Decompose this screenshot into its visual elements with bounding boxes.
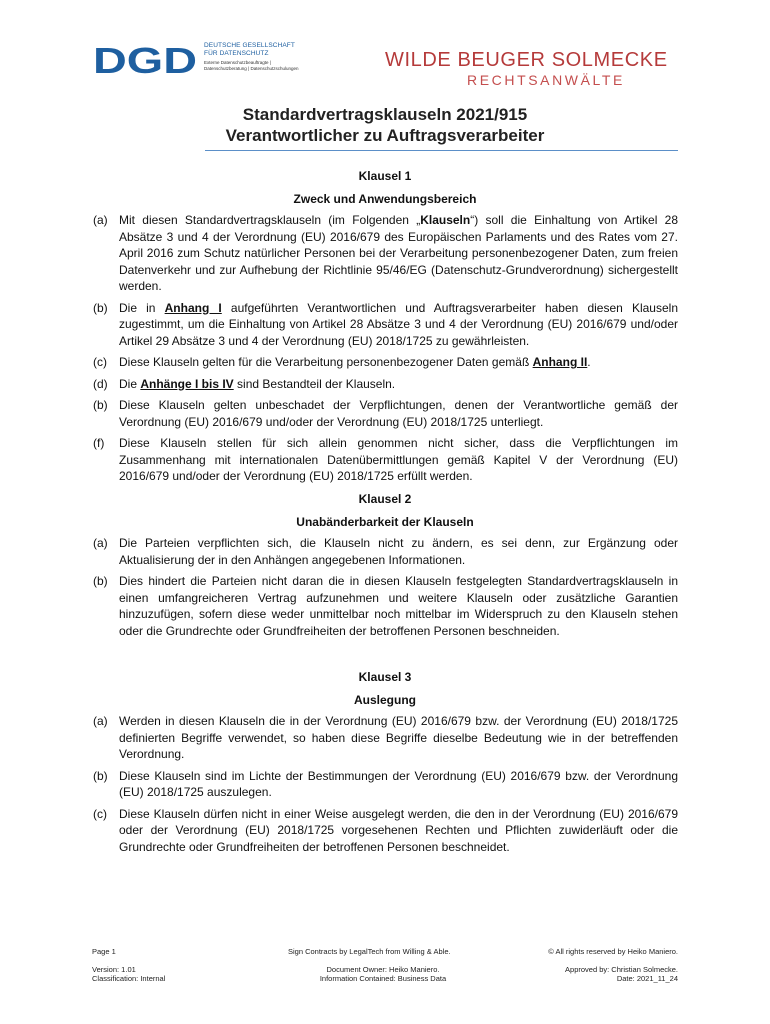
text-run: “) soll die Einhaltung von Artikel 28 Absätze 3 und 4 der Verordnung (EU) 2016/679 des Europäischen Parlaments und des Rates vom 27. April 2016 zum Schutz natürlicher Personen bei der Verarbeitung personenbezogener Daten, zum freien Datenverkehr und zur Aufhebung der Richtlinie 95/46/EG (Datenschutz-Grundverordnung) sichergestellt werden.: [119, 213, 678, 293]
annex-reference: Anhang I: [164, 300, 222, 315]
dgd-logo: [93, 42, 299, 86]
clause-1: [0, 168, 770, 485]
dgd-logo-text: [204, 42, 299, 72]
clause-items: [0, 535, 770, 639]
dgd-sub2: Datenschutzberatung | Datenschutzschulungen: [204, 66, 299, 71]
item-text: [119, 435, 678, 485]
footer-owner: Document Owner: Heiko Maniero.: [326, 965, 440, 974]
clause-item: [0, 573, 770, 639]
item-text: [119, 354, 678, 371]
dgd-line1: DEUTSCHE GESELLSCHAFT: [204, 42, 295, 49]
item-label: (b): [93, 574, 108, 588]
annex-reference: Anhang II: [532, 355, 588, 369]
item-label: (f): [93, 436, 105, 450]
clause-number: Klausel 1: [358, 169, 412, 183]
text-run: Die in: [119, 300, 165, 315]
item-text: [119, 397, 678, 430]
annex-reference: Anhänge I bis IV: [140, 376, 234, 391]
clause-heading: Unabänderbarkeit der Klauseln: [296, 515, 474, 529]
clause-heading: Auslegung: [354, 693, 416, 707]
clause-item: [0, 806, 770, 856]
item-text: [119, 535, 678, 568]
item-text: [119, 376, 678, 393]
dgd-logo-letters: DGD: [93, 44, 197, 76]
title-divider: [205, 150, 678, 151]
item-label: (b): [93, 398, 108, 412]
text-run: Die Parteien verpflichten sich, die Klauseln nicht zu ändern, es sei denn, zur Ergänzung oder Aktualisierung der in den Anhängen angegebenen Informationen.: [119, 536, 678, 567]
item-text: [119, 573, 678, 639]
document-title-line2: Verantwortlicher zu Auftragsverarbeiter: [225, 126, 545, 145]
text-run: aufgeführten Verantwortlichen und Auftragsverarbeiter haben diesen Klauseln zugestimmt, um die Einhaltung von Artikel 28 Absätze 3 und 4 der Verordnung (EU) 2016/679 und/oder Artikel 29 Absätze 3 und 4 der Verordnung (EU) 2018/1725 zu gewährleisten.: [119, 300, 678, 348]
text-run: .: [587, 355, 591, 369]
clause-number: Klausel 3: [358, 670, 412, 684]
dgd-logo-mark: [93, 44, 199, 76]
document-title-line1: Standardvertragsklauseln 2021/915: [242, 105, 528, 124]
clause-item: [0, 713, 770, 763]
text-run: Dies hindert die Parteien nicht daran die in diesen Klauseln festgelegten Standardvertragsklauseln in einen umfangreicheren Vertrag aufzunehmen und weitere Klauseln oder zusätzliche Garantien hinzuzufügen, sofern diese weder unmittelbar noch mittelbar im Widerspruch zu den Klauseln stehen oder die Grundrechte oder Grundfreiheiten der betroffenen Personen beschneiden.: [119, 574, 678, 638]
text-run: sind Bestandteil der Klauseln.: [233, 376, 396, 391]
item-label: (b): [93, 768, 108, 783]
footer-info: Information Contained: Business Data: [319, 974, 447, 983]
item-label: (c): [93, 806, 107, 821]
footer-page: Page 1: [92, 947, 116, 956]
text-run: Mit diesen Standardvertragsklauseln (im Folgenden „: [119, 213, 421, 227]
clause-3: [0, 669, 770, 855]
dgd-sub1: Externe Datenschutzbeauftragte |: [204, 60, 271, 65]
text-run: Werden in diesen Klauseln die in der Verordnung (EU) 2016/679 bzw. der Verordnung (EU) 2018/1725 definierten Begriffe verwendet, so haben diese Begriffe dieselbe Bedeutung wie in der betreffenden Verordnung.: [119, 714, 678, 761]
footer-version: Version: 1.01: [92, 965, 136, 974]
item-text: [119, 768, 678, 801]
item-text: [119, 212, 678, 295]
item-label: (a): [93, 714, 108, 728]
footer-sign: Sign Contracts by LegalTech from Willing & Able.: [288, 947, 451, 956]
clause-items: [0, 713, 770, 855]
dgd-line2: FÜR DATENSCHUTZ: [204, 50, 269, 57]
clause-item: [0, 212, 770, 295]
item-text: [119, 300, 678, 350]
footer-rights: © All rights reserved by Heiko Maniero.: [548, 947, 678, 956]
clause-items: [0, 212, 770, 485]
item-label: (a): [93, 213, 108, 227]
clause-number: Klausel 2: [358, 492, 412, 506]
item-label: (c): [93, 355, 107, 369]
footer-approved: Approved by: Christian Solmecke.: [565, 965, 678, 974]
clause-item: [0, 300, 770, 350]
item-label: (d): [93, 376, 108, 391]
wbs-logo: [385, 49, 685, 89]
defined-term: Klauseln: [420, 213, 471, 227]
text-run: Diese Klauseln gelten für die Verarbeitung personenbezogener Daten gemäß: [119, 355, 533, 369]
text-run: Diese Klauseln gelten unbeschadet der Verpflichtungen, denen der Verantwortliche gemäß der Verordnung (EU) 2016/679 und/oder der Verordnung (EU) 2018/1725 unterliegt.: [119, 398, 678, 429]
text-run: Diese Klauseln sind im Lichte der Bestimmungen der Verordnung (EU) 2016/679 bzw. der Verordnung (EU) 2018/1725 auszulegen.: [119, 768, 678, 799]
clause-2: [0, 491, 770, 639]
item-label: (a): [93, 536, 108, 550]
clause-item: [0, 435, 770, 485]
clause-item: [0, 397, 770, 430]
clause-item: [0, 768, 770, 801]
clause-heading: Zweck und Anwendungsbereich: [293, 192, 477, 206]
text-run: Die: [119, 376, 141, 391]
text-run: Diese Klauseln dürfen nicht in einer Weise ausgelegt werden, die den in der Verordnung (EU) 2016/679 oder der Verordnung (EU) 2018/1725 vorgesehenen Rechten und Pflichten zuwiderläuft oder die Grundrechte oder Grundfreiheiten der betroffenen Personen beschneidet.: [119, 806, 678, 854]
footer-classification: Classification: Internal: [92, 974, 166, 983]
footer-date: Date: 2021_11_24: [616, 974, 678, 983]
item-label: (b): [93, 300, 108, 315]
clause-item: [0, 535, 770, 568]
clause-item: [0, 354, 770, 371]
text-run: Diese Klauseln stellen für sich allein genommen nicht sicher, dass die Verpflichtungen im Zusammenhang mit internationalen Datenübermittlungen gemäß Kapitel V der Verordnung (EU) 2016/679 und/oder der Verordnung (EU) 2018/1725 erfüllt werden.: [119, 436, 678, 483]
item-text: [119, 806, 678, 856]
wbs-name: WILDE BEUGER SOLMECKE: [385, 49, 668, 71]
clause-item: [0, 376, 770, 393]
item-text: [119, 713, 678, 763]
wbs-subtitle: RECHTSANWÄLTE: [467, 72, 625, 88]
